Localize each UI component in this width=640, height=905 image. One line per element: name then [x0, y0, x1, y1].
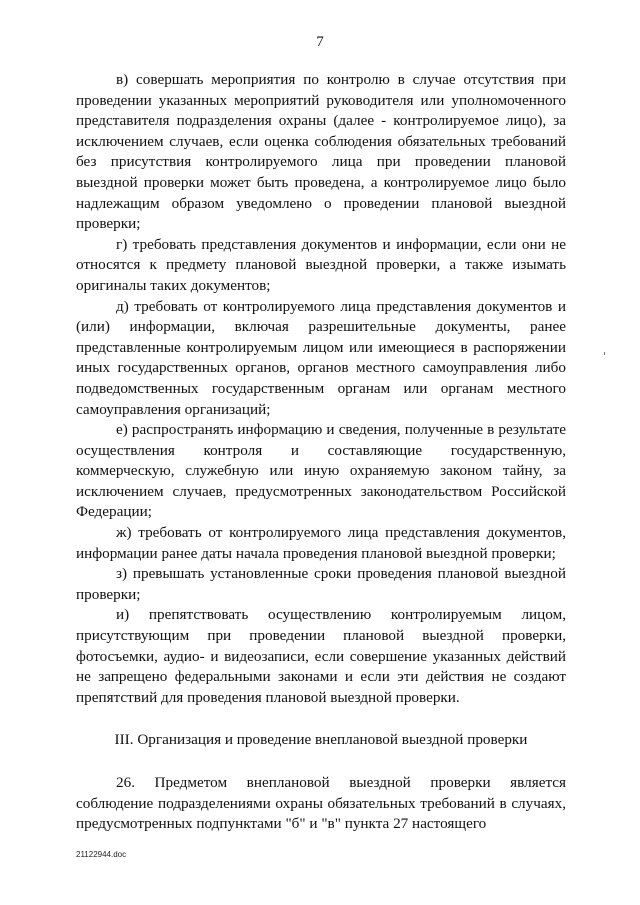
document-body — [76, 70, 566, 835]
paragraph-d: д) требовать от контролируемого лица представления документов и (или) информации, включая разрешительные документы, ранее представленные контролируемым лицом или имеющиеся в распоряжении иных государственных органов, органов местного самоуправления либо подведомственных государственным органам или органам местного самоуправления организаций; — [76, 297, 566, 418]
paragraph-e: е) распространять информацию и сведения, полученные в результате осуществления контроля и составляющие государственную, коммерческую, служебную или иную охраняемую законом тайну, за исключением случаев, предусмотренных законодательством Российской Федерации; — [76, 421, 566, 521]
paragraph-z: з) превышать установленные сроки проведения плановой выездной проверки; — [76, 565, 566, 603]
page-number: 7 — [316, 34, 324, 50]
paragraph-zh: ж) требовать от контролируемого лица представления документов, информации ранее даты начала проведения плановой выездной проверки; — [76, 524, 566, 562]
paragraph-g: г) требовать представления документов и информации, если они не относятся к предмету плановой выездной проверки, а также изымать оригиналы таких документов; — [76, 235, 566, 294]
paragraph-v: в) совершать мероприятия по контролю в случае отсутствия при проведении указанных мероприятий руководителя или уполномоченного представителя подразделения охраны (далее - контролируемое лицо), за исключением случаев, если оценка соблюдения обязательных требований без присутствия контролируемого лица при проведении плановой выездной проверки может быть проведена, а контролируемое лицо было надлежащим образом уведомлено о проведении плановой выездной проверки; — [76, 71, 566, 233]
paragraph-26: 26. Предметом внеплановой выездной проверки является соблюдение подразделениями охраны обязательных требований в случаях, предусмотренных подпунктами "б" и "в" пункта 27 настоящего — [76, 774, 566, 833]
paragraph-i: и) препятствовать осуществлению контролируемым лицом, присутствующим при проведении плановой выездной проверки, фотосъемки, аудио- и видеозаписи, если совершение указанных действий не запрещено федеральными законами и если эти действия не создают препятствий для проведения плановой выездной проверки. — [76, 606, 566, 706]
margin-mark — [604, 352, 605, 355]
footer-filename: 21122944.doc — [76, 850, 127, 859]
section-heading: III. Организация и проведение внеплановой выездной проверки — [114, 731, 528, 749]
